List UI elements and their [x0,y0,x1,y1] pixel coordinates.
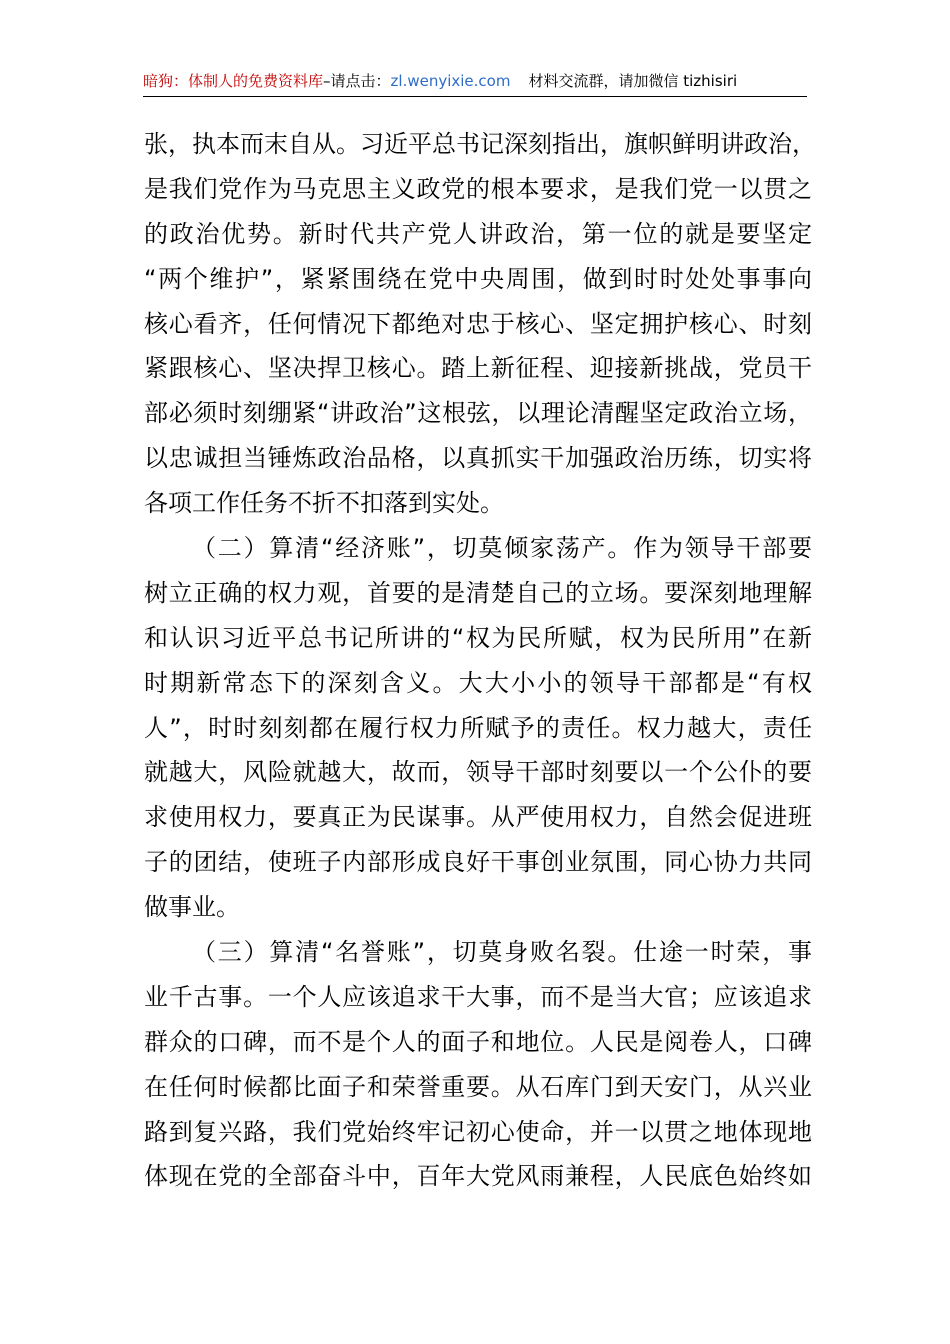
header-url-link[interactable]: zl.wenyixie.com [390,72,511,90]
body-line: 张，执本而末自从。习近平总书记深刻指出，旗帜鲜明讲政治， [144,130,816,158]
page-header [143,70,807,97]
body-line: 的政治优势。新时代共产党人讲政治，第一位的就是要坚定 [144,219,812,248]
body-line: 子的团结，使班子内部形成良好干事创业氛围，同心协力共同 [144,848,812,877]
header-cta-text: –请点击： [323,72,391,90]
body-line: 和认识习近平总书记所讲的“权为民所赋，权为民所用”在新 [144,623,812,652]
body-line: 在任何时候都比面子和荣誉重要。从石库门到天安门，从兴业 [144,1072,812,1101]
paragraph-heading-3: （三）算清“名誉账”，切莫身败名裂。仕途一时荣，事 [192,938,812,967]
document-body [144,122,816,1199]
body-line: 求使用权力，要真正为民谋事。从严使用权力，自然会促进班 [144,803,812,832]
body-line: “两个维护”，紧紧围绕在党中央周围，做到时时处处事事向 [144,264,812,293]
body-line: 体现在党的全部奋斗中，百年大党风雨兼程，人民底色始终如 [144,1162,812,1191]
body-line: 以忠诚担当锤炼政治品格，以真抓实干加强政治历练，切实将 [144,444,812,473]
body-line: 路到复兴路，我们党始终牢记初心使命，并一以贯之地体现地 [144,1117,812,1146]
body-line: 紧跟核心、坚决捍卫核心。踏上新征程、迎接新挑战，党员干 [144,354,812,383]
body-line: 就越大，风险就越大，故而，领导干部时刻要以一个公仆的要 [144,758,812,787]
body-line: 是我们党作为马克思主义政党的根本要求，是我们党一以贯之 [144,174,812,203]
body-line: 人”，时时刻刻都在履行权力所赋予的责任。权力越大，责任 [144,713,812,742]
body-line: 部必须时刻绷紧“讲政治”这根弦，以理论清醒坚定政治立场， [144,399,812,428]
body-line: 业千古事。一个人应该追求干大事，而不是当大官；应该追求 [144,982,812,1011]
body-line: 做事业。 [144,893,240,922]
body-line: 各项工作任务不折不扣落到实处。 [144,489,504,518]
paragraph-heading-2: （二）算清“经济账”，切莫倾家荡产。作为领导干部要 [192,534,812,563]
header-brand-text: 暗狗：体制人的免费资料库 [143,72,324,90]
body-line: 核心看齐，任何情况下都绝对忠于核心、坚定拥护核心、时刻 [144,309,812,338]
header-wechat-text: 材料交流群，请加微信 tizhisiri [528,72,738,90]
body-line: 群众的口碑，而不是个人的面子和地位。人民是阅卷人，口碑 [144,1027,812,1056]
body-line: 时期新常态下的深刻含义。大大小小的领导干部都是“有权 [144,668,812,697]
body-line: 树立正确的权力观，首要的是清楚自己的立场。要深刻地理解 [144,578,812,607]
